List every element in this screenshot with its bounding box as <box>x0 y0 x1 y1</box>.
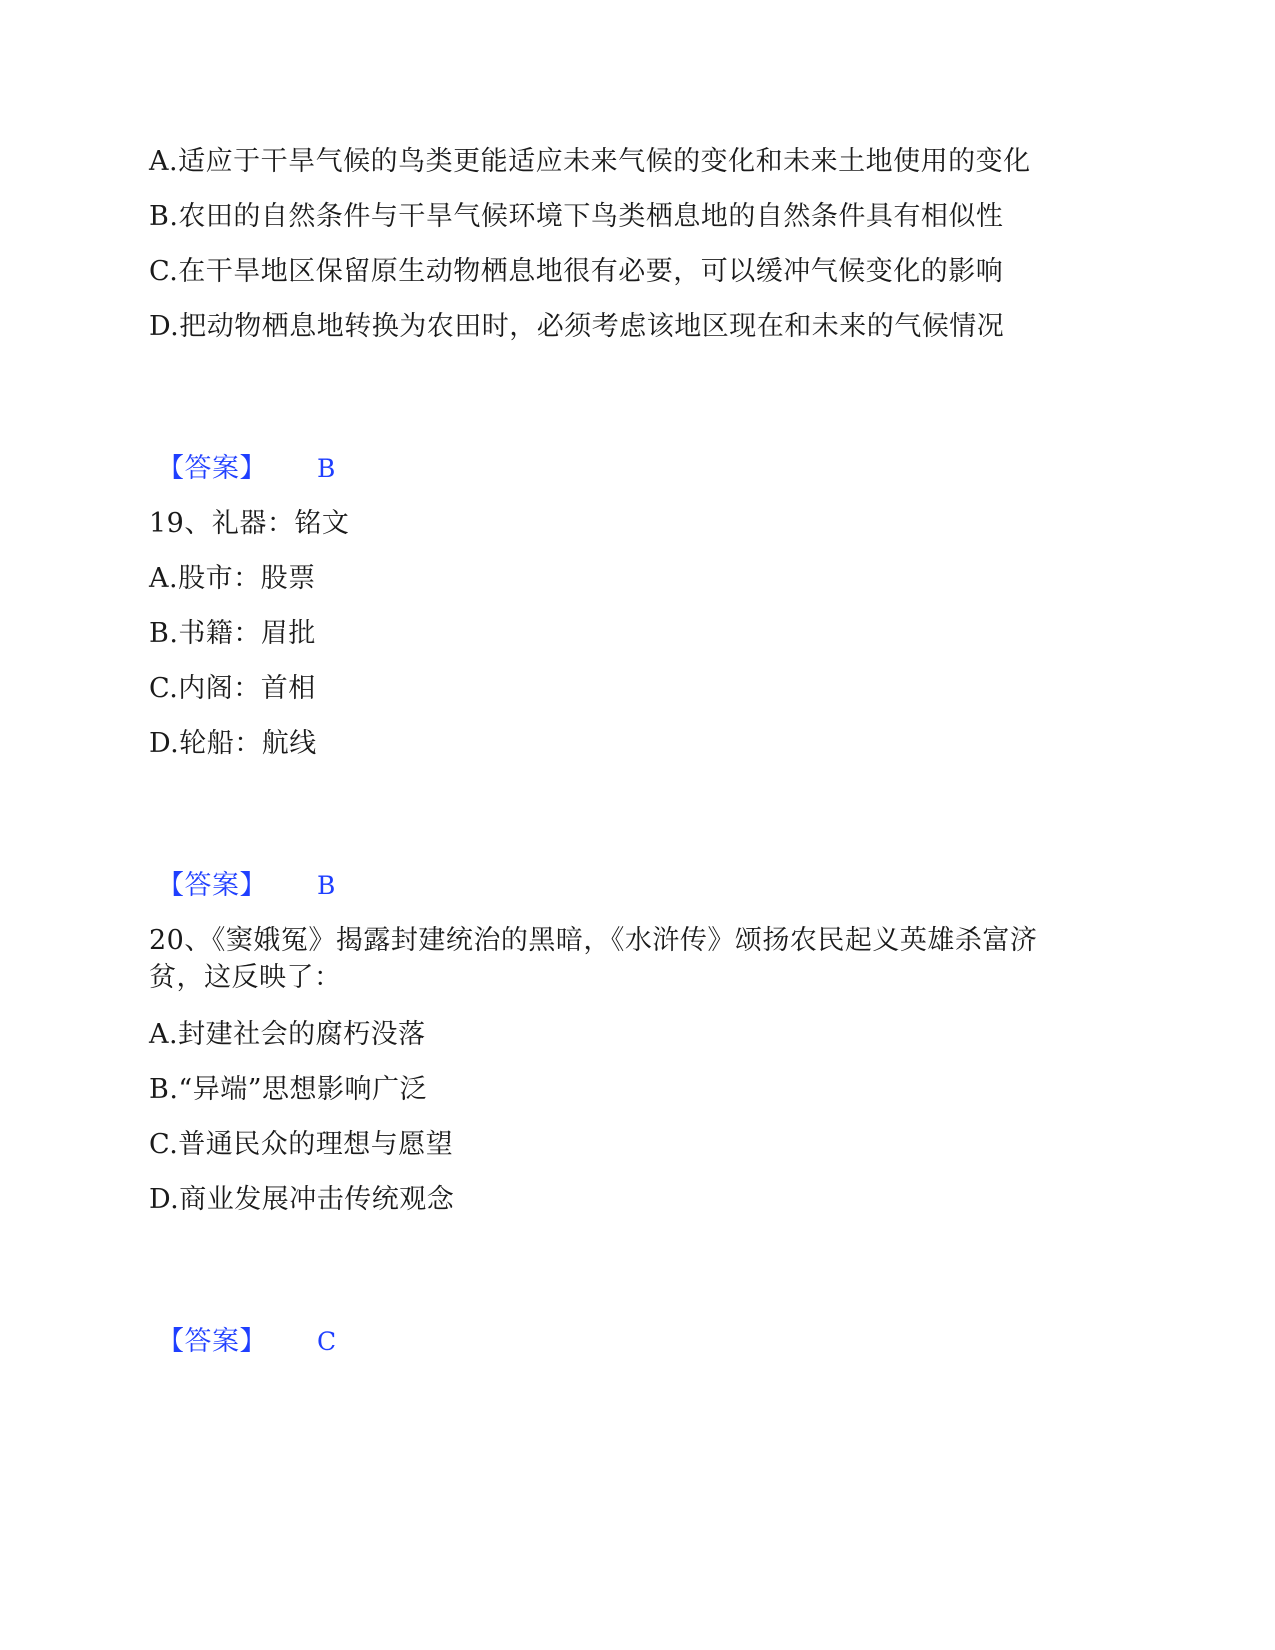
q19-option-c: C.内阁：首相 <box>149 673 316 704</box>
q19-stem: 19、礼器：铭文 <box>149 508 350 539</box>
q20-option-c: C.普通民众的理想与愿望 <box>149 1129 454 1160</box>
q18-option-a: A.适应于干旱气候的鸟类更能适应未来气候的变化和未来土地使用的变化 <box>149 146 1031 177</box>
q18-option-d: D.把动物栖息地转换为农田时，必须考虑该地区现在和未来的气候情况 <box>149 311 1005 342</box>
q20-answer <box>149 1325 337 1359</box>
answer-label: 【答案】 <box>157 870 267 901</box>
answer-label: 【答案】 <box>157 453 267 484</box>
q20-option-b: B.“异端”思想影响广泛 <box>149 1074 428 1105</box>
q19-option-a: A.股市：股票 <box>149 563 316 594</box>
q18-option-c: C.在干旱地区保留原生动物栖息地很有必要，可以缓冲气候变化的影响 <box>149 256 1004 287</box>
q19-option-d: D.轮船：航线 <box>149 728 317 759</box>
answer-label: 【答案】 <box>157 1326 267 1357</box>
q20-option-a: A.封建社会的腐朽没落 <box>149 1019 426 1050</box>
q18-answer <box>149 452 336 486</box>
answer-value: B <box>317 871 336 900</box>
q20-stem-line1: 20、《窦娥冤》揭露封建统治的黑暗，《水浒传》颂扬农民起义英雄杀富济 <box>149 925 1038 956</box>
q19-option-b: B.书籍：眉批 <box>149 618 316 649</box>
answer-value: B <box>317 454 336 483</box>
q18-option-b: B.农田的自然条件与干旱气候环境下鸟类栖息地的自然条件具有相似性 <box>149 201 1004 232</box>
q20-stem-line2: 贫，这反映了： <box>149 962 342 993</box>
answer-value: C <box>317 1327 337 1356</box>
q20-option-d: D.商业发展冲击传统观念 <box>149 1184 455 1215</box>
q19-answer <box>149 869 336 903</box>
